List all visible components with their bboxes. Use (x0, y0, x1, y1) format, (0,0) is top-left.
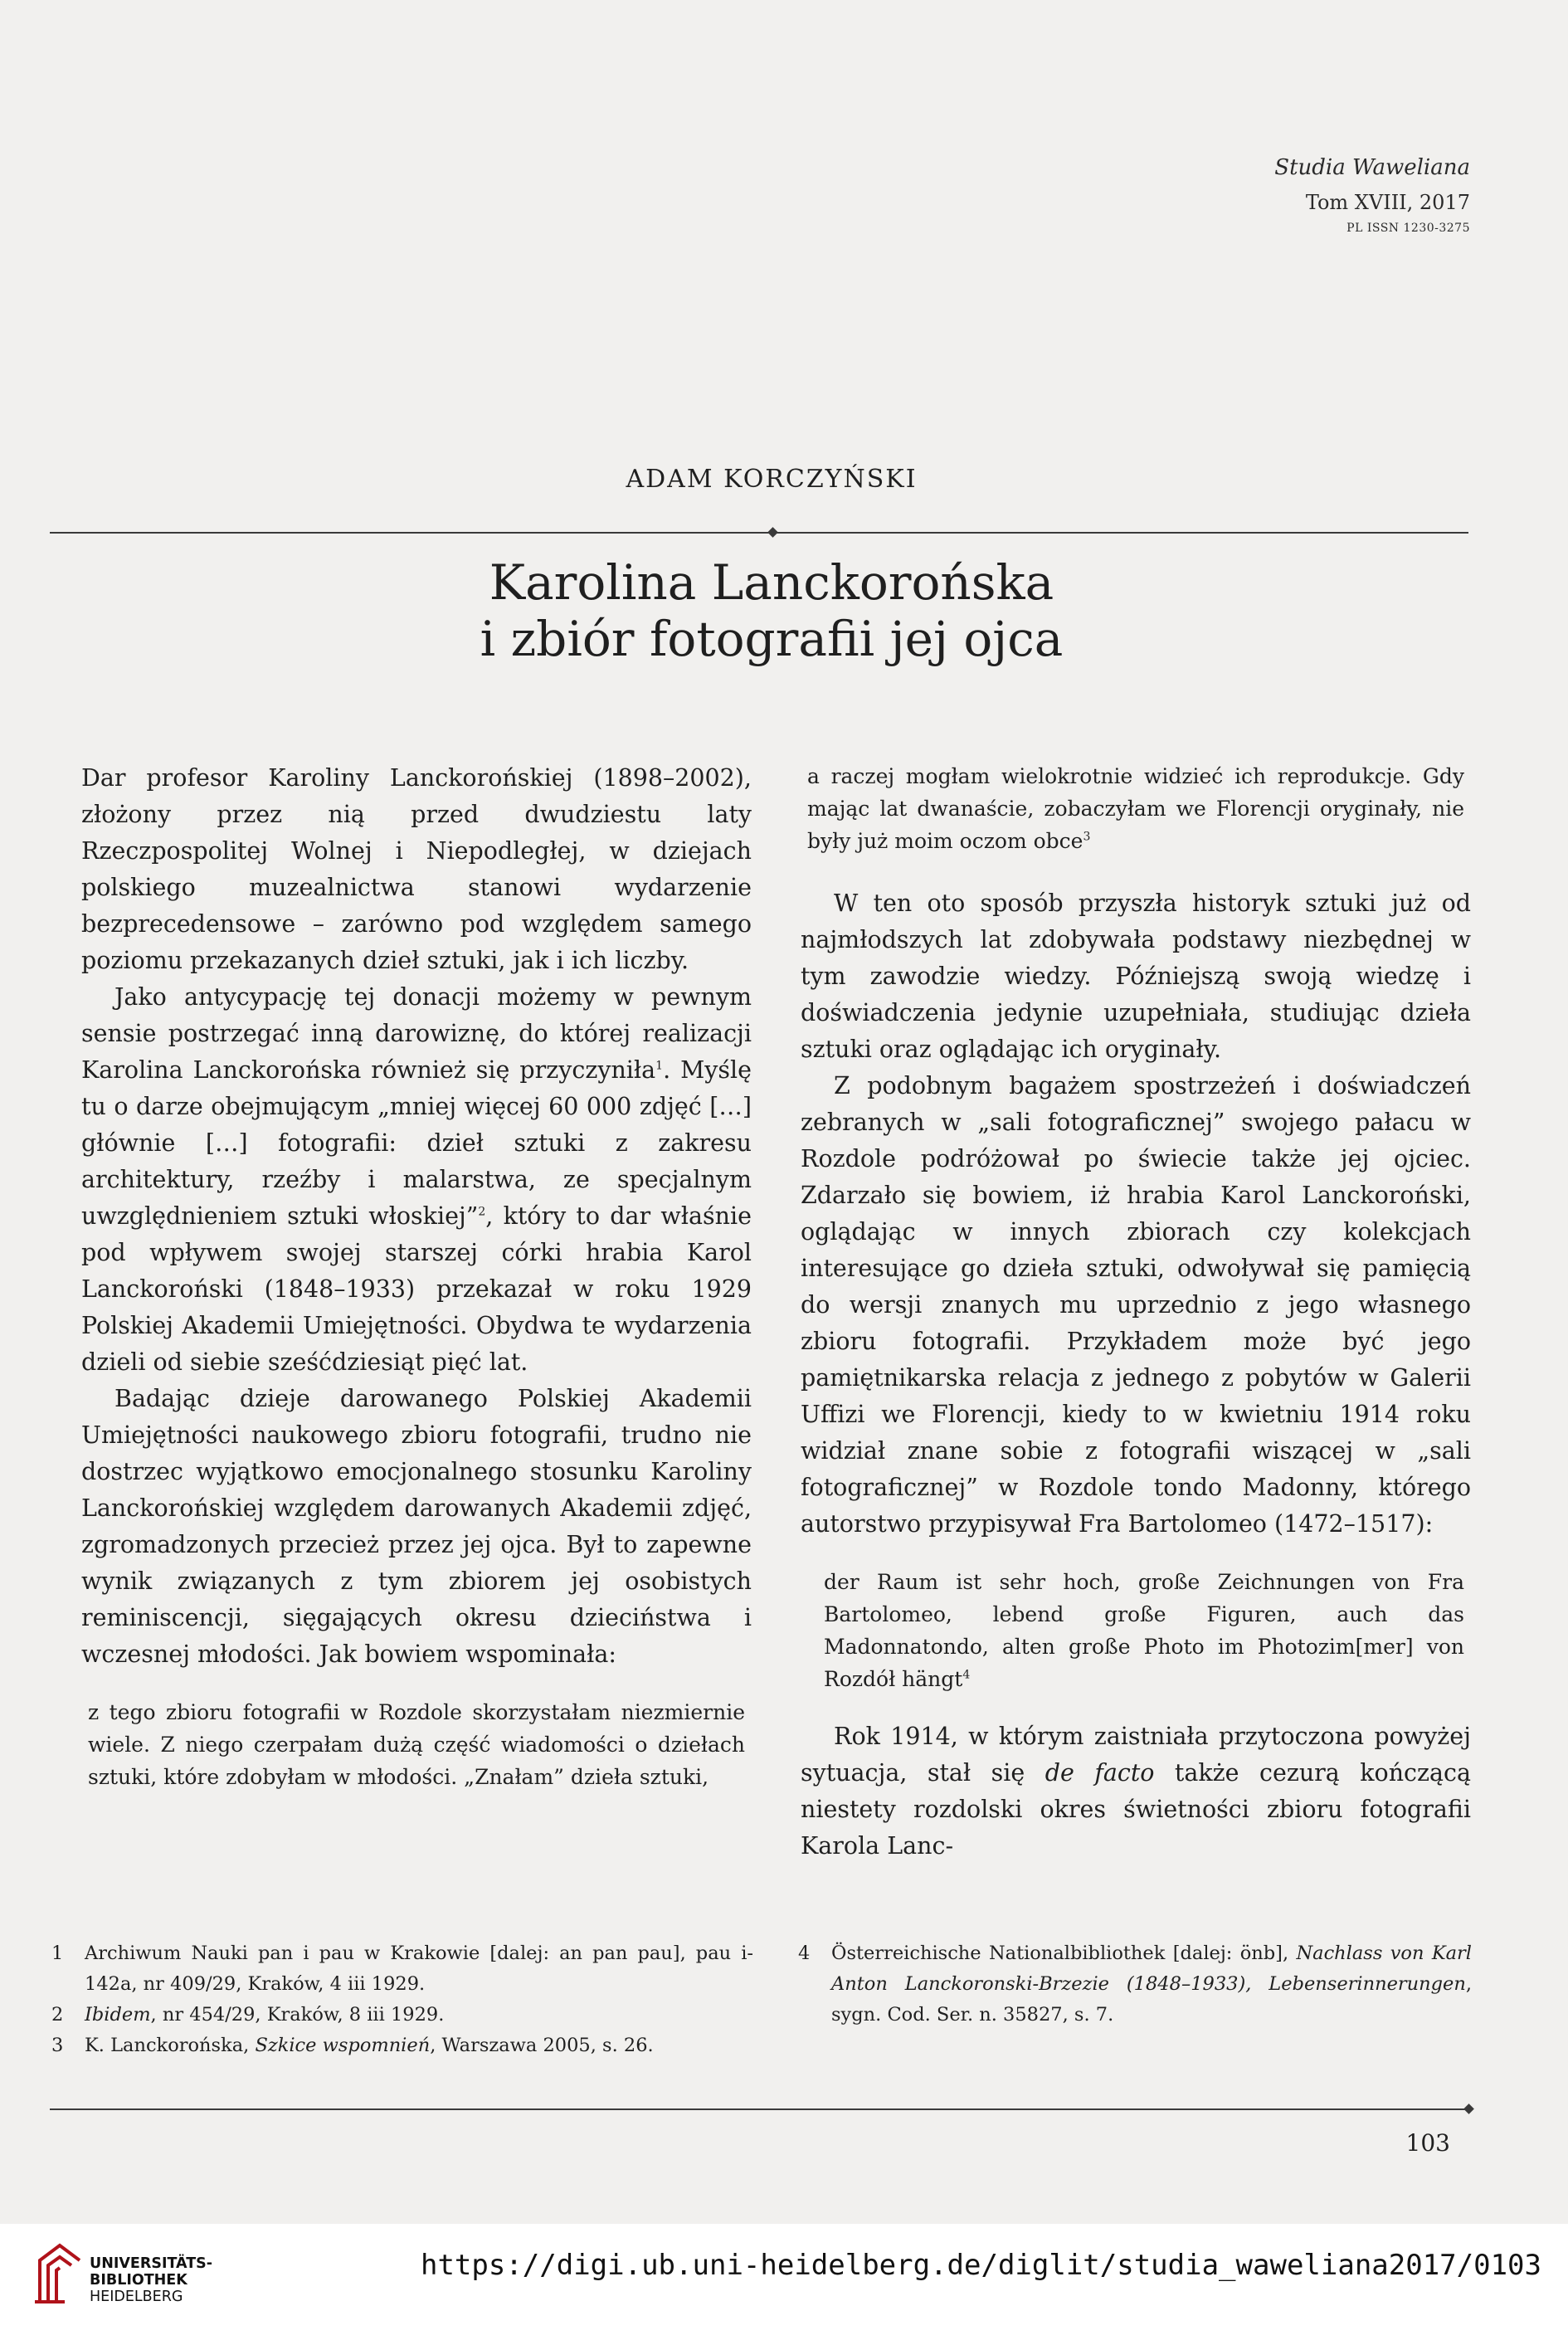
text-run: Rok 1914, w którym zaistniała przytoczona powyżej sytuacja, stał się (801, 1723, 1471, 1787)
text-run: der Raum ist sehr hoch, große Zeichnungen von Fra Bartolomeo, lebend große Figuren, auch das Madonnatondo, alten große Photo im Photozim[mer] von Rozdół hängt (824, 1570, 1464, 1691)
footer-bar (0, 2224, 1568, 2340)
text-run: także cezurą kończącą niestety rozdolski okres świetności zbioru fotografii Karola Lanc- (801, 1759, 1471, 1860)
footnote-text (85, 2030, 654, 2061)
paragraph: Badając dzieje darowanego Polskiej Akademii Umiejętności naukowego zbioru fotografii, trudno nie dostrzec wyjątkowo emocjonalnego stosunku Karoliny Lanckorońskiej względem darowanych Akademii zdjęć, zgromadzonych przecież przez jej ojca. Był to zapewne wynik związanych z tym zbiorem jej osobistych reminiscencji, sięgających okresu dzieciństwa i wczesnej młodości. Jak bowiem wspominała: (81, 1385, 752, 1668)
footnote-text (831, 1938, 1472, 2030)
left-column (81, 760, 752, 1793)
paragraph (801, 1718, 1471, 1865)
footnote (51, 2030, 753, 2061)
journal-volume: Tom XVIII, 2017 (1305, 190, 1470, 214)
university-library-logo-icon (32, 2235, 88, 2305)
footnote (51, 2000, 753, 2030)
journal-info (1274, 154, 1470, 236)
page-number: 103 (1405, 2129, 1450, 2157)
footnote-number: 2 (51, 2004, 64, 2026)
text-run: , Warszawa 2005, s. 26. (430, 2035, 654, 2056)
footnote-ref: 1 (655, 1059, 664, 1073)
footnotes-left (51, 1938, 753, 2061)
text-run: Österreichische Nationalbibliothek [dalej: önb], (831, 1943, 1297, 1964)
library-name (90, 2255, 212, 2305)
right-column (801, 760, 1471, 1865)
footnote (51, 1938, 753, 2000)
footnote-number: 3 (51, 2035, 64, 2056)
text-run: . Myślę tu o darze obejmującym „mniej więcej 60 000 zdjęć […] głównie […] fotografii: dzieł sztuki z zakresu architektury, rzeźby i malarstwa, ze specjalnym uwzględnieniem sztuki włoskiej” (81, 1056, 752, 1230)
library-name-line-1: UNIVERSITÄTS- (90, 2255, 213, 2272)
footnote-number: 1 (51, 1943, 64, 1964)
block-quote-continued (807, 760, 1464, 857)
library-name-line-2: BIBLIOTHEK (90, 2272, 187, 2289)
footnote (798, 1938, 1472, 2030)
footnote-text (85, 2000, 444, 2030)
footnote-ref: 4 (962, 1668, 971, 1682)
footnotes-right (798, 1938, 1472, 2030)
text-run: Jako antycypację tej donacji możemy w pewnym sensie postrzegać inną darowiznę, do której realizacji Karolina Lanckorońska również się przyczyniła (81, 983, 752, 1084)
footnote-text: Archiwum Nauki pan i pau w Krakowie [dalej: an pan pau], pau i-142a, nr 409/29, Kraków, 4 iii 1929. (85, 1943, 753, 1995)
footnote-ref: 3 (1083, 830, 1091, 844)
text-run: , sygn. Cod. Ser. n. 35827, s. 7. (831, 1973, 1472, 2026)
footnote-ref: 2 (478, 1205, 486, 1219)
paragraph: W ten oto sposób przyszła historyk sztuki już od najmłodszych lat zdobywała podstawy niezbędnej w tym zawodzie wiedzy. Późniejszą swoją wiedzę i doświadczenia jedynie uzupełniała, studiując dzieła sztuki oraz oglądając ich oryginały. (801, 890, 1471, 1063)
paragraph: Z podobnym bagażem spostrzeżeń i doświadczeń zebranych w „sali fotograficznej” swojego pałacu w Rozdole podróżował po świecie także jej ojciec. Zdarzało się bowiem, iż hrabia Karol Lanckoroński, oglądając w innych zbiorach czy kolekcjach interesujące go dzieła sztuki, odwoływał się pamięcią do wersji znanych mu uprzednio z jego własnego zbioru fotografii. Przykładem może być jego pamiętnikarska relacja z jednego z pobytów w Galerii Uffizi we Florencji, kiedy to w kwietniu 1914 roku widział znane sobie z fotografii wiszącej w „sali fotograficznej” w Rozdole tondo Madonny, którego autorstwo przypisywał Fra Bartolomeo (1472–1517): (801, 1072, 1471, 1538)
bottom-rule-ornament (1463, 2104, 1474, 2114)
article-title (0, 554, 1543, 668)
document-url[interactable]: https://digi.ub.uni-heidelberg.de/diglit/studia_waweliana2017/0103 (420, 2249, 1541, 2282)
italic-term: de facto (1045, 1759, 1155, 1787)
title-line-1: Karolina Lanckorońska (489, 554, 1054, 611)
article-author: ADAM KORCZYŃSKI (626, 465, 918, 494)
bottom-rule (50, 2108, 1468, 2110)
italic-term: Ibidem (85, 2004, 151, 2026)
text-run: K. Lanckorońska, (85, 2035, 256, 2056)
paragraph (81, 979, 752, 1381)
german-quote (824, 1566, 1464, 1695)
text-run: a raczej mogłam wielokrotnie widzieć ich reprodukcje. Gdy mając lat dwanaście, zobaczyłam we Florencji oryginały, nie były już moim oczom obce (807, 764, 1464, 853)
italic-term: Szkice wspomnień (255, 2035, 431, 2056)
italic-term: Nachlass von Karl Anton Lanckoronski-Brzezie (1848–1933), Lebenserinnerungen (831, 1943, 1472, 1995)
journal-name: Studia Waweliana (1274, 155, 1470, 180)
header-rule-ornament (767, 527, 778, 538)
journal-issn: PL ISSN 1230-3275 (1346, 221, 1470, 235)
library-name-line-3: HEIDELBERG (90, 2289, 183, 2305)
paragraph: Dar profesor Karoliny Lanckorońskiej (1898–2002), złożony przez nią przed dwudziestu laty Rzeczpospolitej Wolnej i Niepodległej, w dziejach polskiego muzealnictwa stanowi wydarzenie bezprecedensowe – zarówno pod względem samego poziomu przekazanych dzieł sztuki, jak i ich liczby. (81, 764, 752, 974)
block-quote: z tego zbioru fotografii w Rozdole skorzystałam niezmiernie wiele. Z niego czerpałam dużą część wiadomości o dziełach sztuki, które zdobyłam w młodości. „Znałam” dzieła sztuki, (88, 1700, 745, 1789)
header-rule (50, 532, 1468, 534)
footnote-number: 4 (798, 1943, 811, 1964)
text-run: , który to dar właśnie pod wpływem swojej starszej córki hrabia Karol Lanckoroński (1848–1933) przekazał w roku 1929 Polskiej Akademii Umiejętności. Obydwa te wydarzenia dzieli od siebie sześćdziesiąt pięć lat. (81, 1202, 752, 1376)
title-line-2: i zbiór fotografii jej ojca (480, 611, 1064, 668)
text-run: , nr 454/29, Kraków, 8 iii 1929. (150, 2004, 445, 2026)
